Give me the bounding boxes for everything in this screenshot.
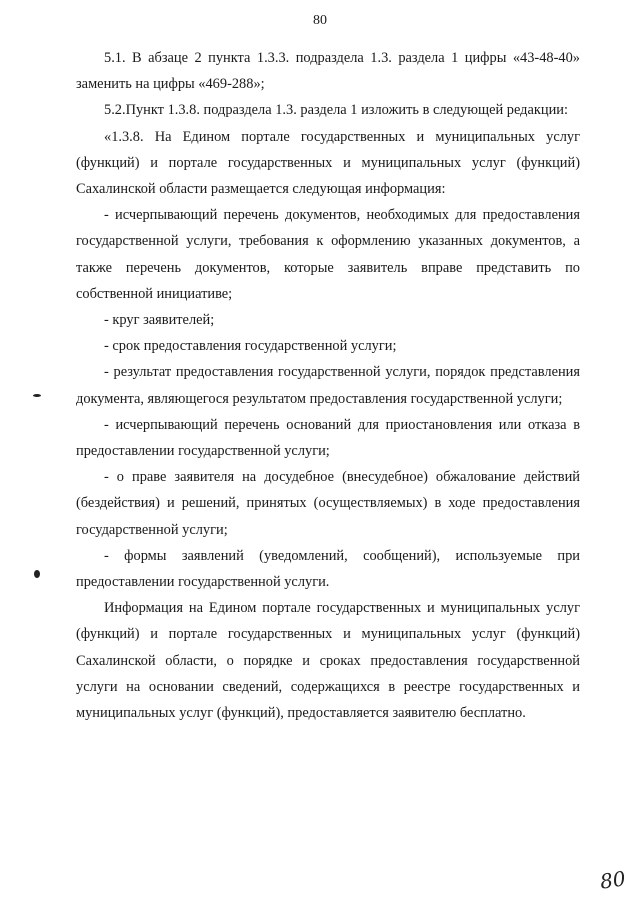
list-item-grounds: - исчерпывающий перечень оснований для приостановления или отказа в предоставлении государственной услуги; bbox=[76, 416, 580, 460]
list-item-applicants: - круг заявителей; bbox=[104, 312, 215, 329]
paragraph-5-1: 5.1. В абзаце 2 пункта 1.3.3. подраздела 1.3. раздела 1 цифры «43-48-40» заменить на цифры «469-288»; bbox=[76, 50, 580, 93]
scan-speck bbox=[34, 570, 40, 578]
paragraph-1-3-8-intro: «1.3.8. На Едином портале государственных и муниципальных услуг (функций) и портале государственных и муниципальных услуг (функций) Сахалинской области размещается следующая информация: bbox=[76, 128, 580, 198]
handwritten-page-mark: 80 bbox=[598, 866, 627, 894]
paragraph-information-free: Информация на Едином портале государственных и муниципальных услуг (функций) и портале государственных и муниципальных услуг (функций) Сахалинской области, о порядке и сроках предоставления государственной услуги на основании сведений, содержащихся в реестре государственных и муниципальных услуг (функций), предоставляется заявителю бесплатно. bbox=[76, 600, 580, 722]
scan-speck bbox=[33, 394, 41, 397]
list-item-result: - результат предоставления государственной услуги, порядок представления документа, являющегося результатом предоставления государственной услуги; bbox=[76, 364, 580, 407]
paragraph-5-2: 5.2.Пункт 1.3.8. подраздела 1.3. раздела 1 изложить в следующей редакции: bbox=[104, 102, 568, 119]
list-item-term: - срок предоставления государственной услуги; bbox=[104, 338, 397, 355]
list-item-forms: - формы заявлений (уведомлений, сообщений), используемые при предоставлении государственной услуги. bbox=[76, 547, 580, 591]
document-body bbox=[76, 45, 580, 726]
list-item-documents: - исчерпывающий перечень документов, необходимых для предоставления государственной услуги, требования к оформлению указанных документов, а также перечень документов, которые заявитель вправе представить по собственной инициативе; bbox=[76, 207, 580, 302]
page-number: 80 bbox=[313, 13, 327, 28]
list-item-appeal: - о праве заявителя на досудебное (внесудебное) обжалование действий (бездействия) и решений, принятых (осуществляемых) в ходе предоставления государственной услуги; bbox=[76, 469, 580, 538]
